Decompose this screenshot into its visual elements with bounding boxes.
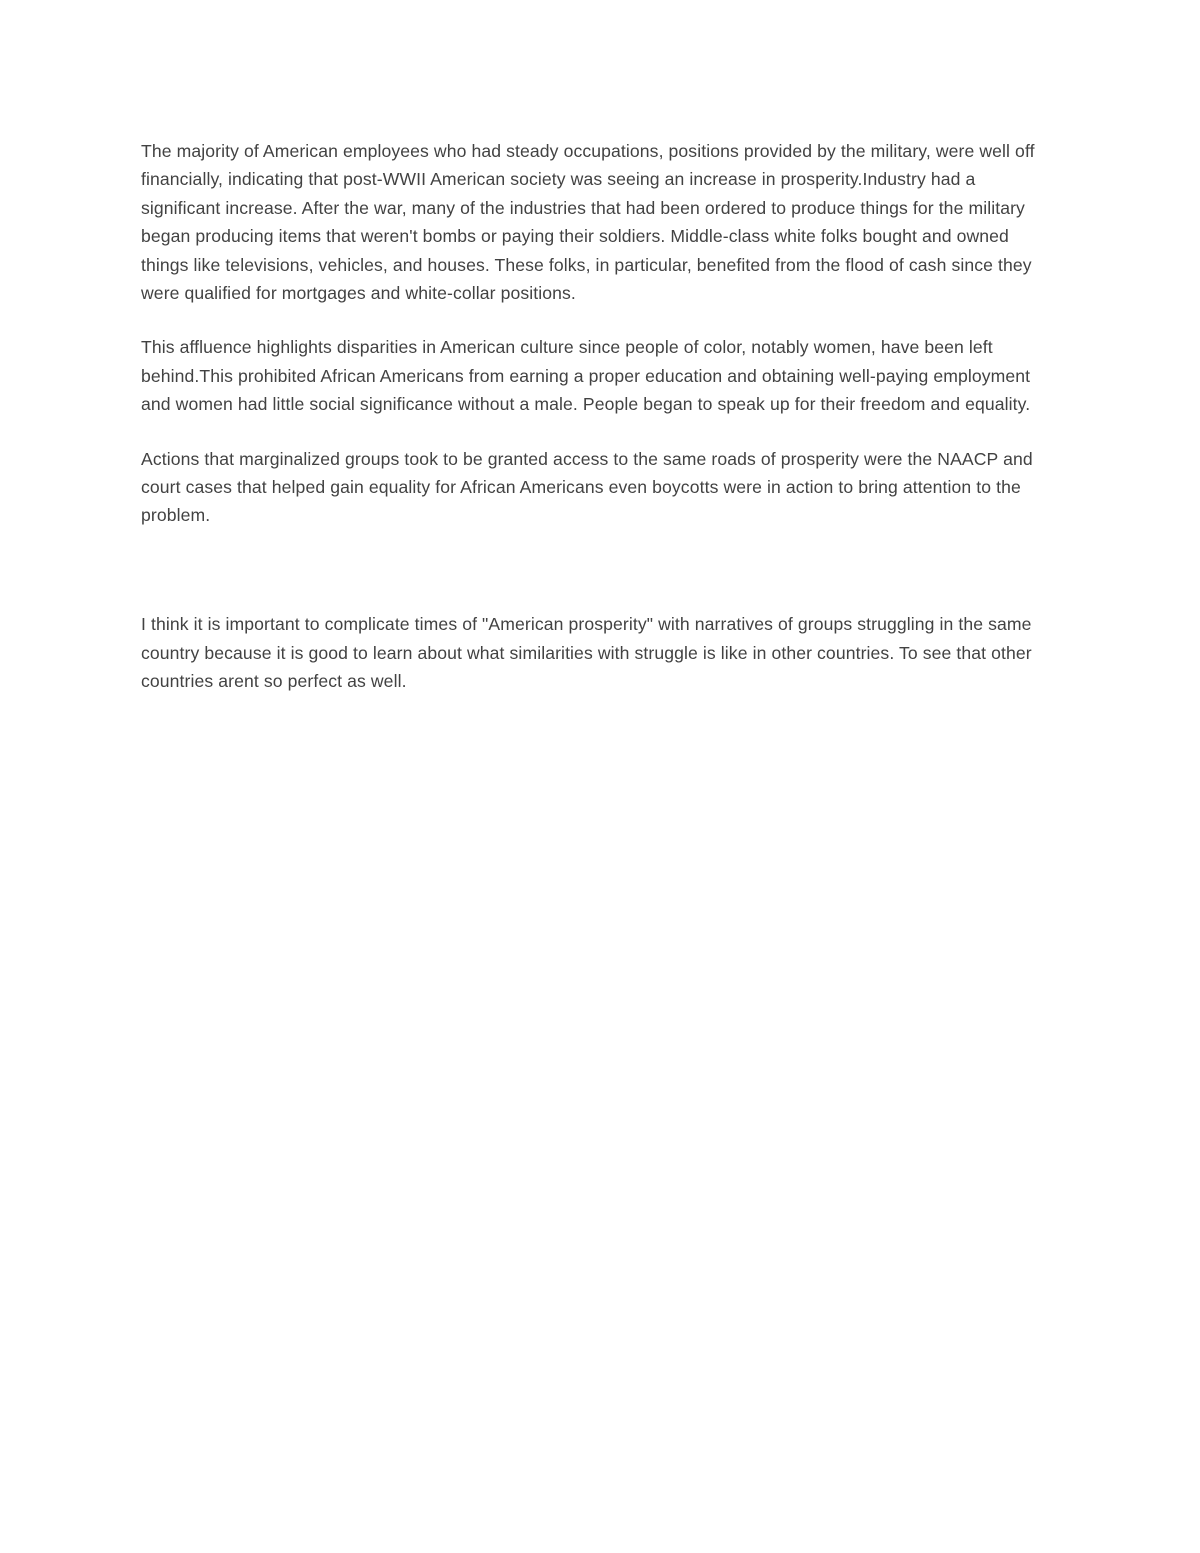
paragraph-disparities: This affluence highlights disparities in American culture since people of color, notably women, have been left behind.This prohibited African Americans from earning a proper education and obtaining well-paying employment and women had little social significance without a male. People began to speak up for their freedom and equality. (141, 337, 1031, 415)
paragraph-prosperity: The majority of American employees who had steady occupations, positions provided by the military, were well off financially, indicating that post-WWII American society was seeing an increase in prosperity.Industry had a significant increase. After the war, many of the industries that had been ordered to produce things for the military began producing items that weren't bombs or paying their soldiers. Middle-class white folks bought and owned things like televisions, vehicles, and houses. These folks, in particular, benefited from the flood of cash since they were qualified for mortgages and white-collar positions. (141, 141, 1035, 304)
empty-paragraph (141, 556, 1057, 584)
document-text-body (141, 137, 1057, 695)
paragraph-actions: Actions that marginalized groups took to be granted access to the same roads of prosperity were the NAACP and court cases that helped gain equality for African Americans even boycotts were in action to bring attention to the problem. (141, 448, 1033, 526)
paragraph-reflection: I think it is important to complicate times of "American prosperity" with narratives of groups struggling in the same country because it is good to learn about what similarities with struggle is like in other countries. To see that other countries arent so perfect as well. (141, 614, 1032, 692)
